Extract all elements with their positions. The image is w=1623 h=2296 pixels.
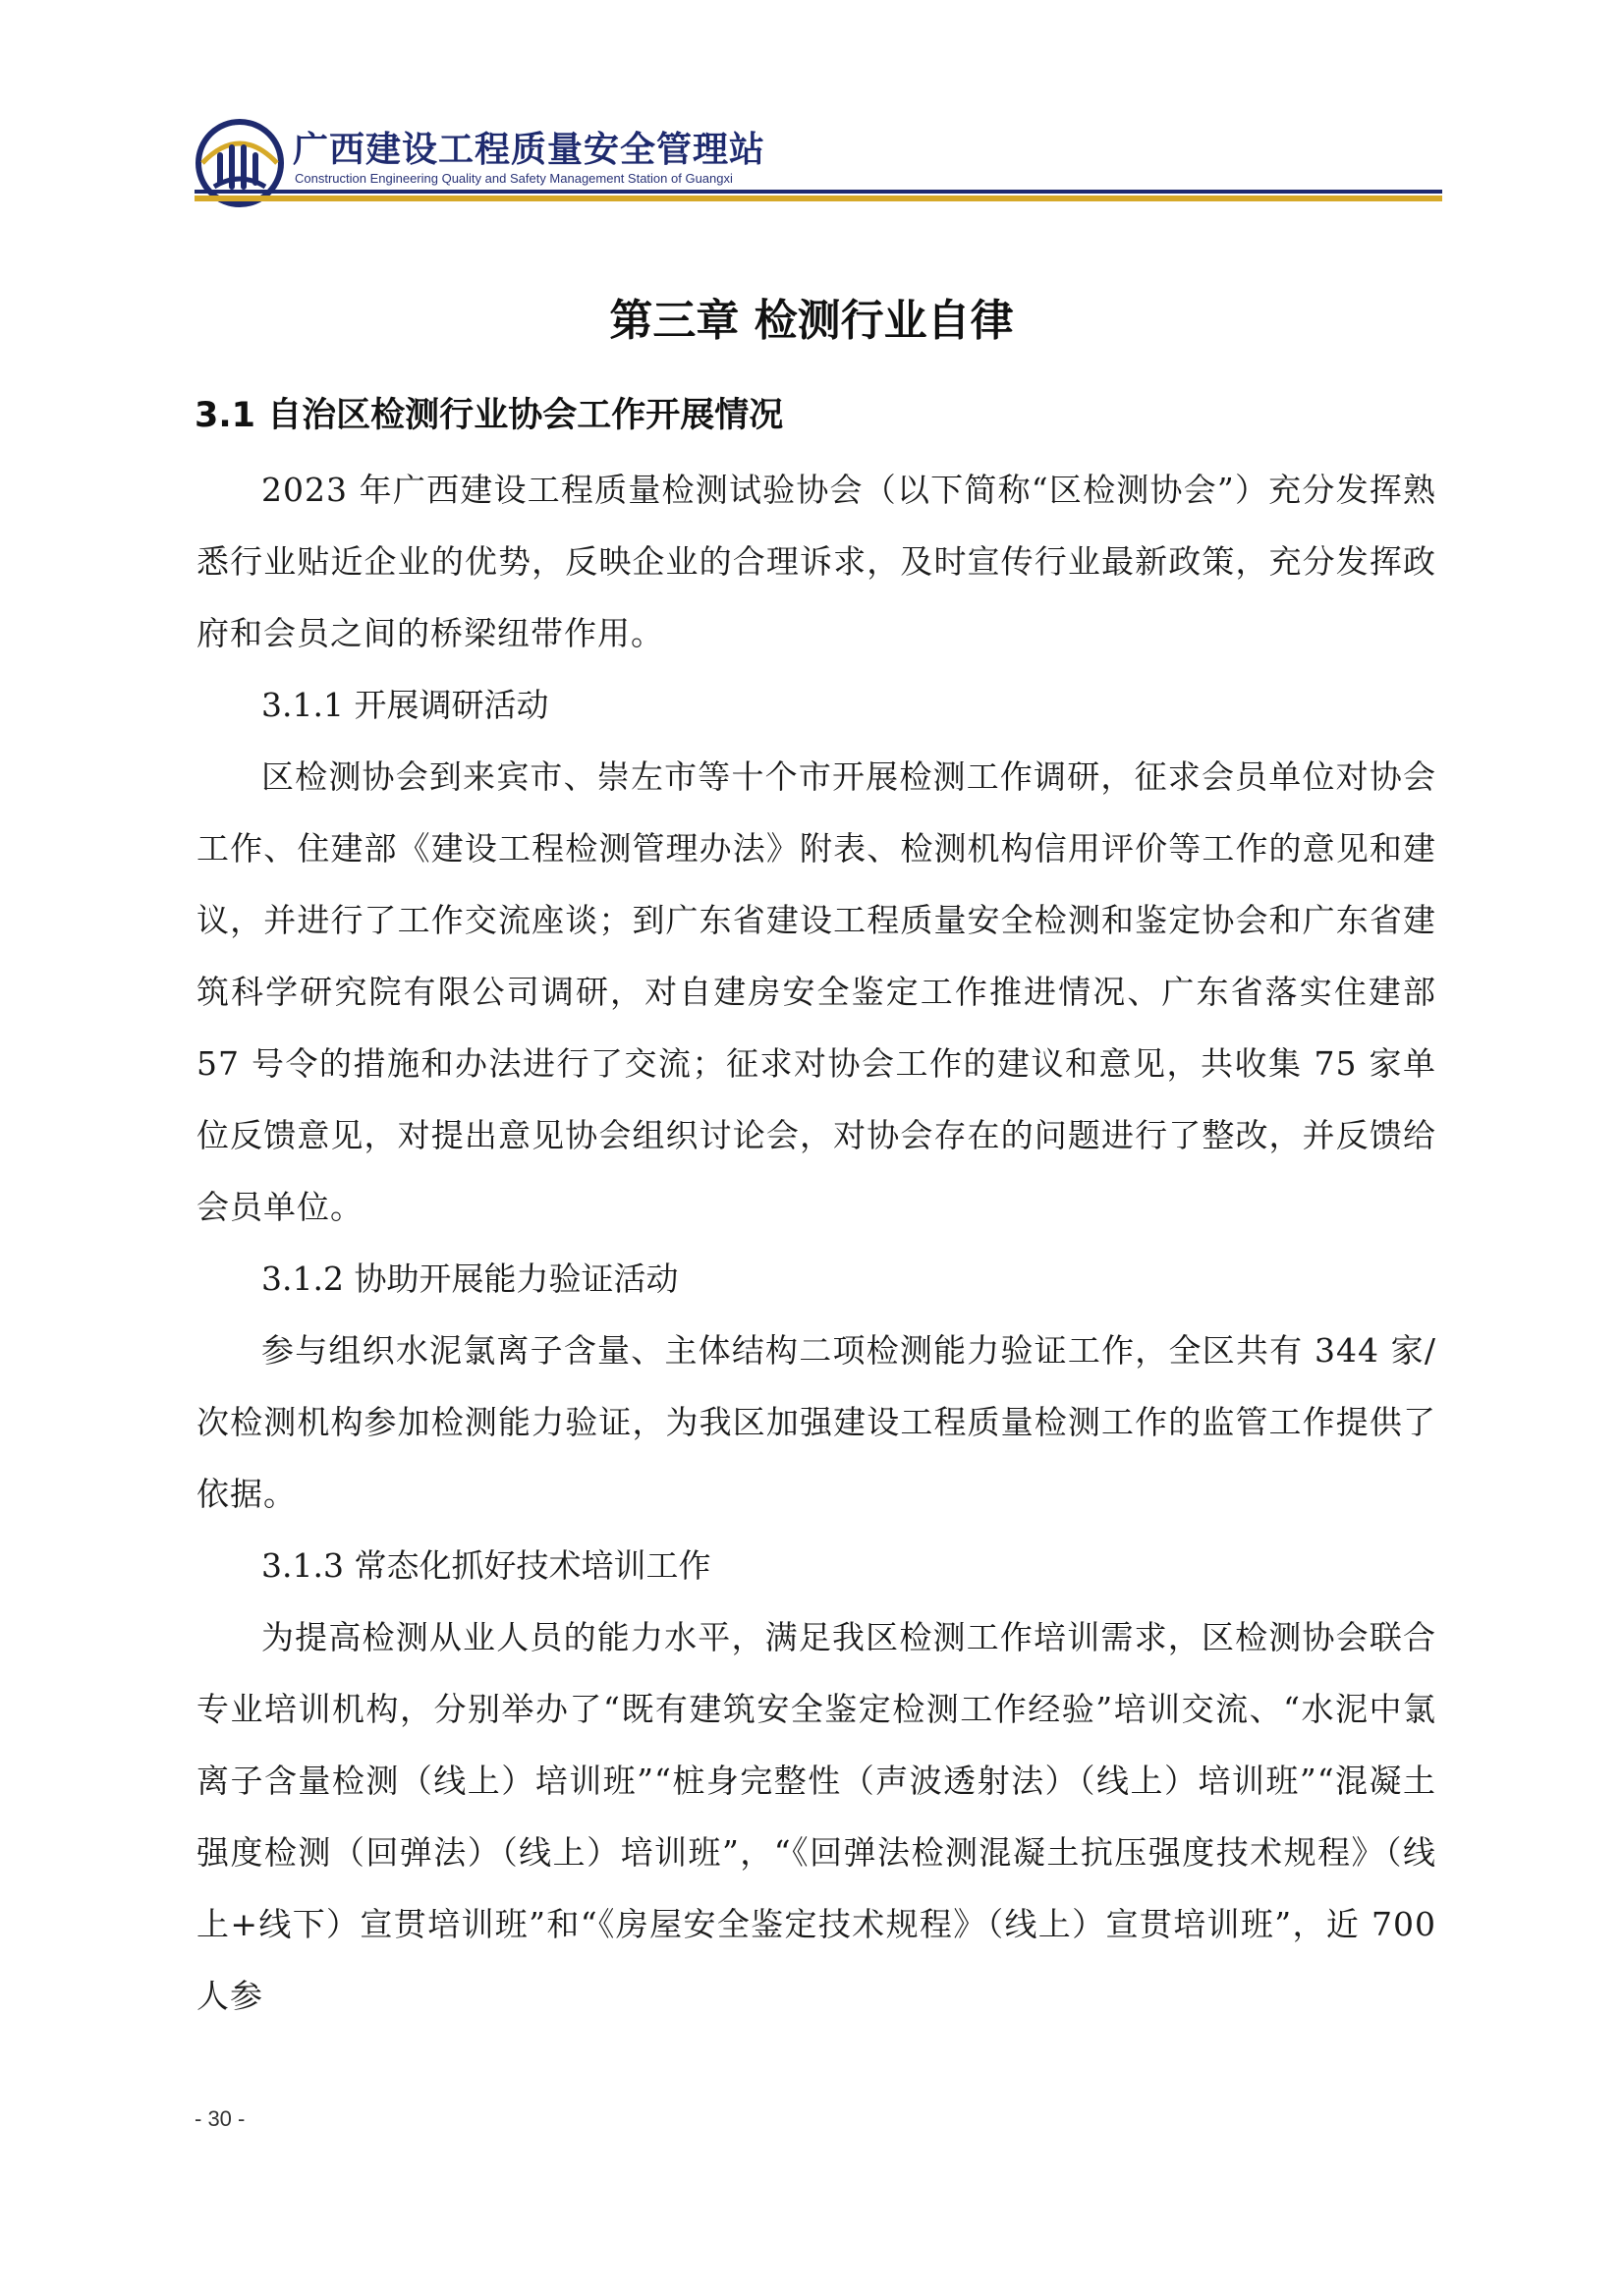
page-number: - 30 - xyxy=(195,2106,246,2131)
section-title: 3.1 自治区检测行业协会工作开展情况 xyxy=(195,396,784,435)
subsection-heading-3-1-1: 3.1.1 开展调研活动 xyxy=(261,686,549,724)
org-name-en: Construction Engineering Quality and Safety Management Station of Guangxi xyxy=(295,171,733,186)
header-rule-blue xyxy=(195,190,1442,194)
chapter-title: 第三章 检测行业自律 xyxy=(609,296,1014,346)
subsection-body-3-1-3: 为提高检测从业人员的能力水平，满足我区检测工作培训需求，区检测协会联合专业培训机构，分别举办了“既有建筑安全鉴定检测工作经验”培训交流、“水泥中氯离子含量检测（线上）培训班”“桩身完整性（声波透射法）（线上）培训班”“混凝土强度检测（回弹法）（线上）培训班”，“《回弹法检测混凝土抗压强度技术规程》（线上+线下）宣贯培训班”和“《房屋安全鉴定技术规程》（线上）宣贯培训班”，近 700 人参 xyxy=(196,1618,1436,2015)
header-rule-gold xyxy=(195,196,1442,201)
body-text xyxy=(196,454,1436,2032)
subsection-heading-3-1-3: 3.1.3 常态化抓好技术培训工作 xyxy=(261,1546,711,1585)
subsection-body-3-1-2: 参与组织水泥氯离子含量、主体结构二项检测能力验证工作，全区共有 344 家/次检测机构参加检测能力验证，为我区加强建设工程质量检测工作的监管工作提供了依据。 xyxy=(196,1331,1436,1513)
org-name: 广西建设工程质量安全管理站 xyxy=(293,130,766,170)
subsection-body-3-1-1: 区检测协会到来宾市、崇左市等十个市开展检测工作调研，征求会员单位对协会工作、住建部《建设工程检测管理办法》附表、检测机构信用评价等工作的意见和建议，并进行了工作交流座谈；到广东省建设工程质量安全检测和鉴定协会和广东省建筑科学研究院有限公司调研，对自建房安全鉴定工作推进情况、广东省落实住建部 57 号令的措施和办法进行了交流；征求对协会工作的建议和意见，共收集 75 家单位反馈意见，对提出意见协会组织讨论会，对协会存在的问题进行了整改，并反馈给会员单位。 xyxy=(196,757,1436,1226)
subsection-heading-3-1-2: 3.1.2 协助开展能力验证活动 xyxy=(261,1260,679,1298)
intro-paragraph: 2023 年广西建设工程质量检测试验协会（以下简称“区检测协会”）充分发挥熟悉行业贴近企业的优势，反映企业的合理诉求，及时宣传行业最新政策，充分发挥政府和会员之间的桥梁纽带作用。 xyxy=(196,471,1436,652)
page-header xyxy=(195,110,1442,208)
